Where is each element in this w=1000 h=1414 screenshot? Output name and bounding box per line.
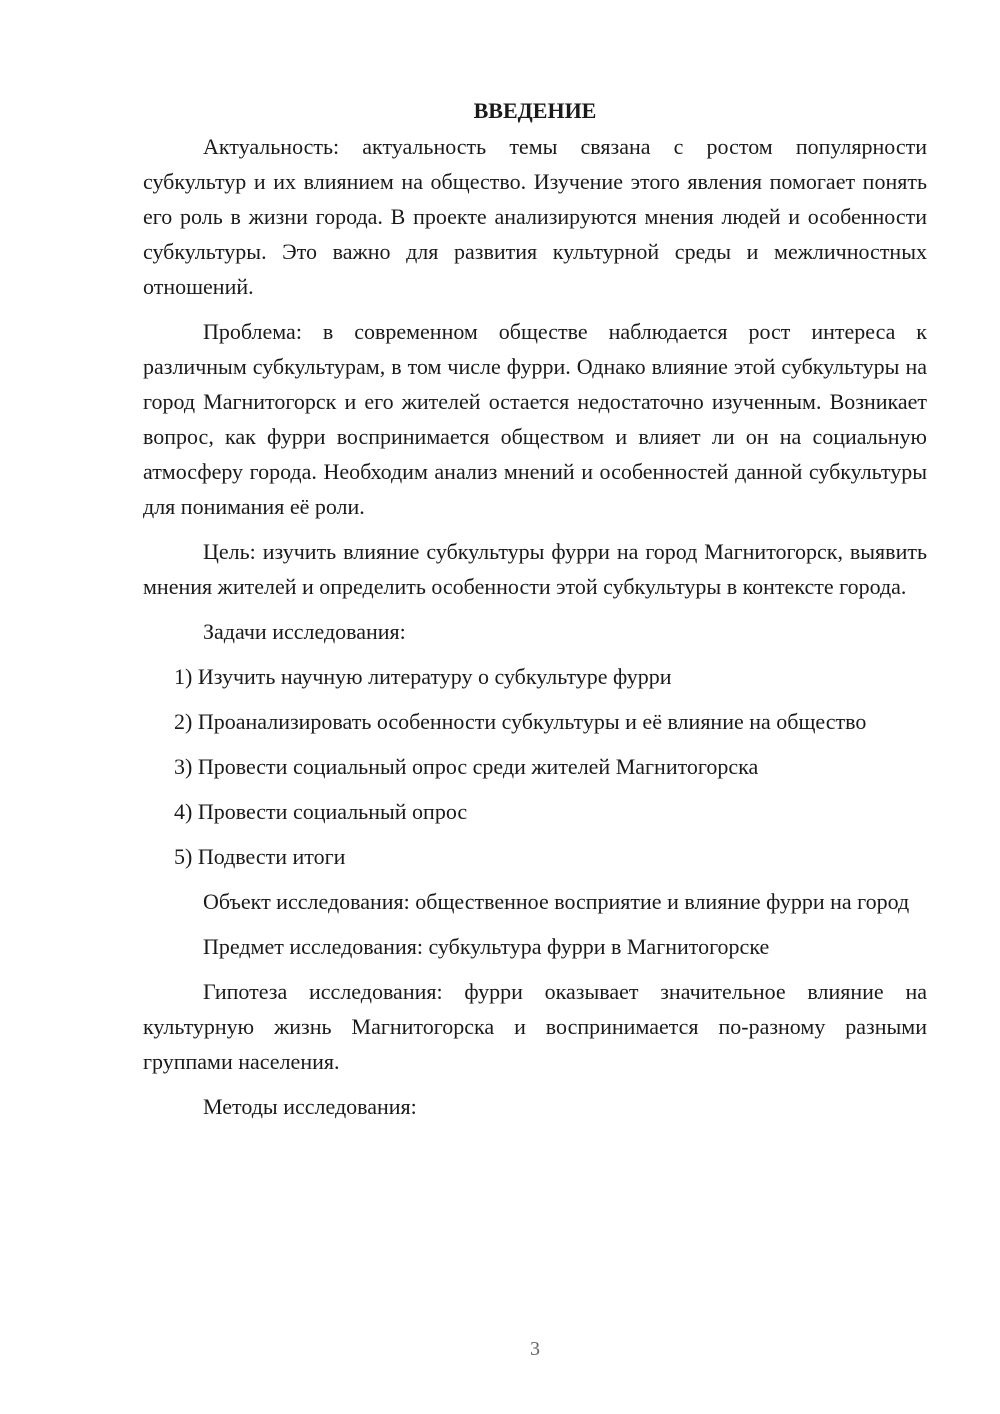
tasks-label: Задачи исследования: [203,619,406,644]
object-paragraph: Объект исследования: общественное восприятие и влияние фурри на город [203,889,910,914]
subject-paragraph: Предмет исследования: субкультура фурри в Магнитогорске [203,934,770,959]
task-item: 1) Изучить научную литературу о субкультуре фурри [174,664,672,689]
page-number: 3 [530,1338,540,1360]
goal-paragraph: Цель: изучить влияние субкультуры фурри на город Магнитогорск, выявить мнения жителей и определить особенности этой субкультуры в контексте города. [143,539,927,599]
section-heading: ВВЕДЕНИЕ [473,98,597,123]
methods-label: Методы исследования: [203,1094,417,1119]
hypothesis-paragraph: Гипотеза исследования: фурри оказывает значительное влияние на культурную жизнь Магнитогорска и воспринимается по-разному разными группами населения. [143,979,927,1074]
problem-paragraph: Проблема: в современном обществе наблюдается рост интереса к различным субкультурам, в том числе фурри. Однако влияние этой субкультуры на город Магнитогорск и его жителей остается недостаточно изученным. Возникает вопрос, как фурри воспринимается обществом и влияет ли он на социальную атмосферу города. Необходим анализ мнений и особенностей данной субкультуры для понимания её роли. [143,319,927,519]
task-item: 4) Провести социальный опрос [174,799,468,824]
task-item: 5) Подвести итоги [174,844,346,869]
document-body [143,93,927,1134]
task-item: 3) Провести социальный опрос среди жителей Магнитогорска [174,754,759,779]
relevance-paragraph: Актуальность: актуальность темы связана с ростом популярности субкультур и их влиянием на общество. Изучение этого явления помогает понять его роль в жизни города. В проекте анализируются мнения людей и особенности субкультуры. Это важно для развития культурной среды и межличностных отношений. [143,134,927,299]
task-item: 2) Проанализировать особенности субкультуры и её влияние на общество [174,709,867,734]
